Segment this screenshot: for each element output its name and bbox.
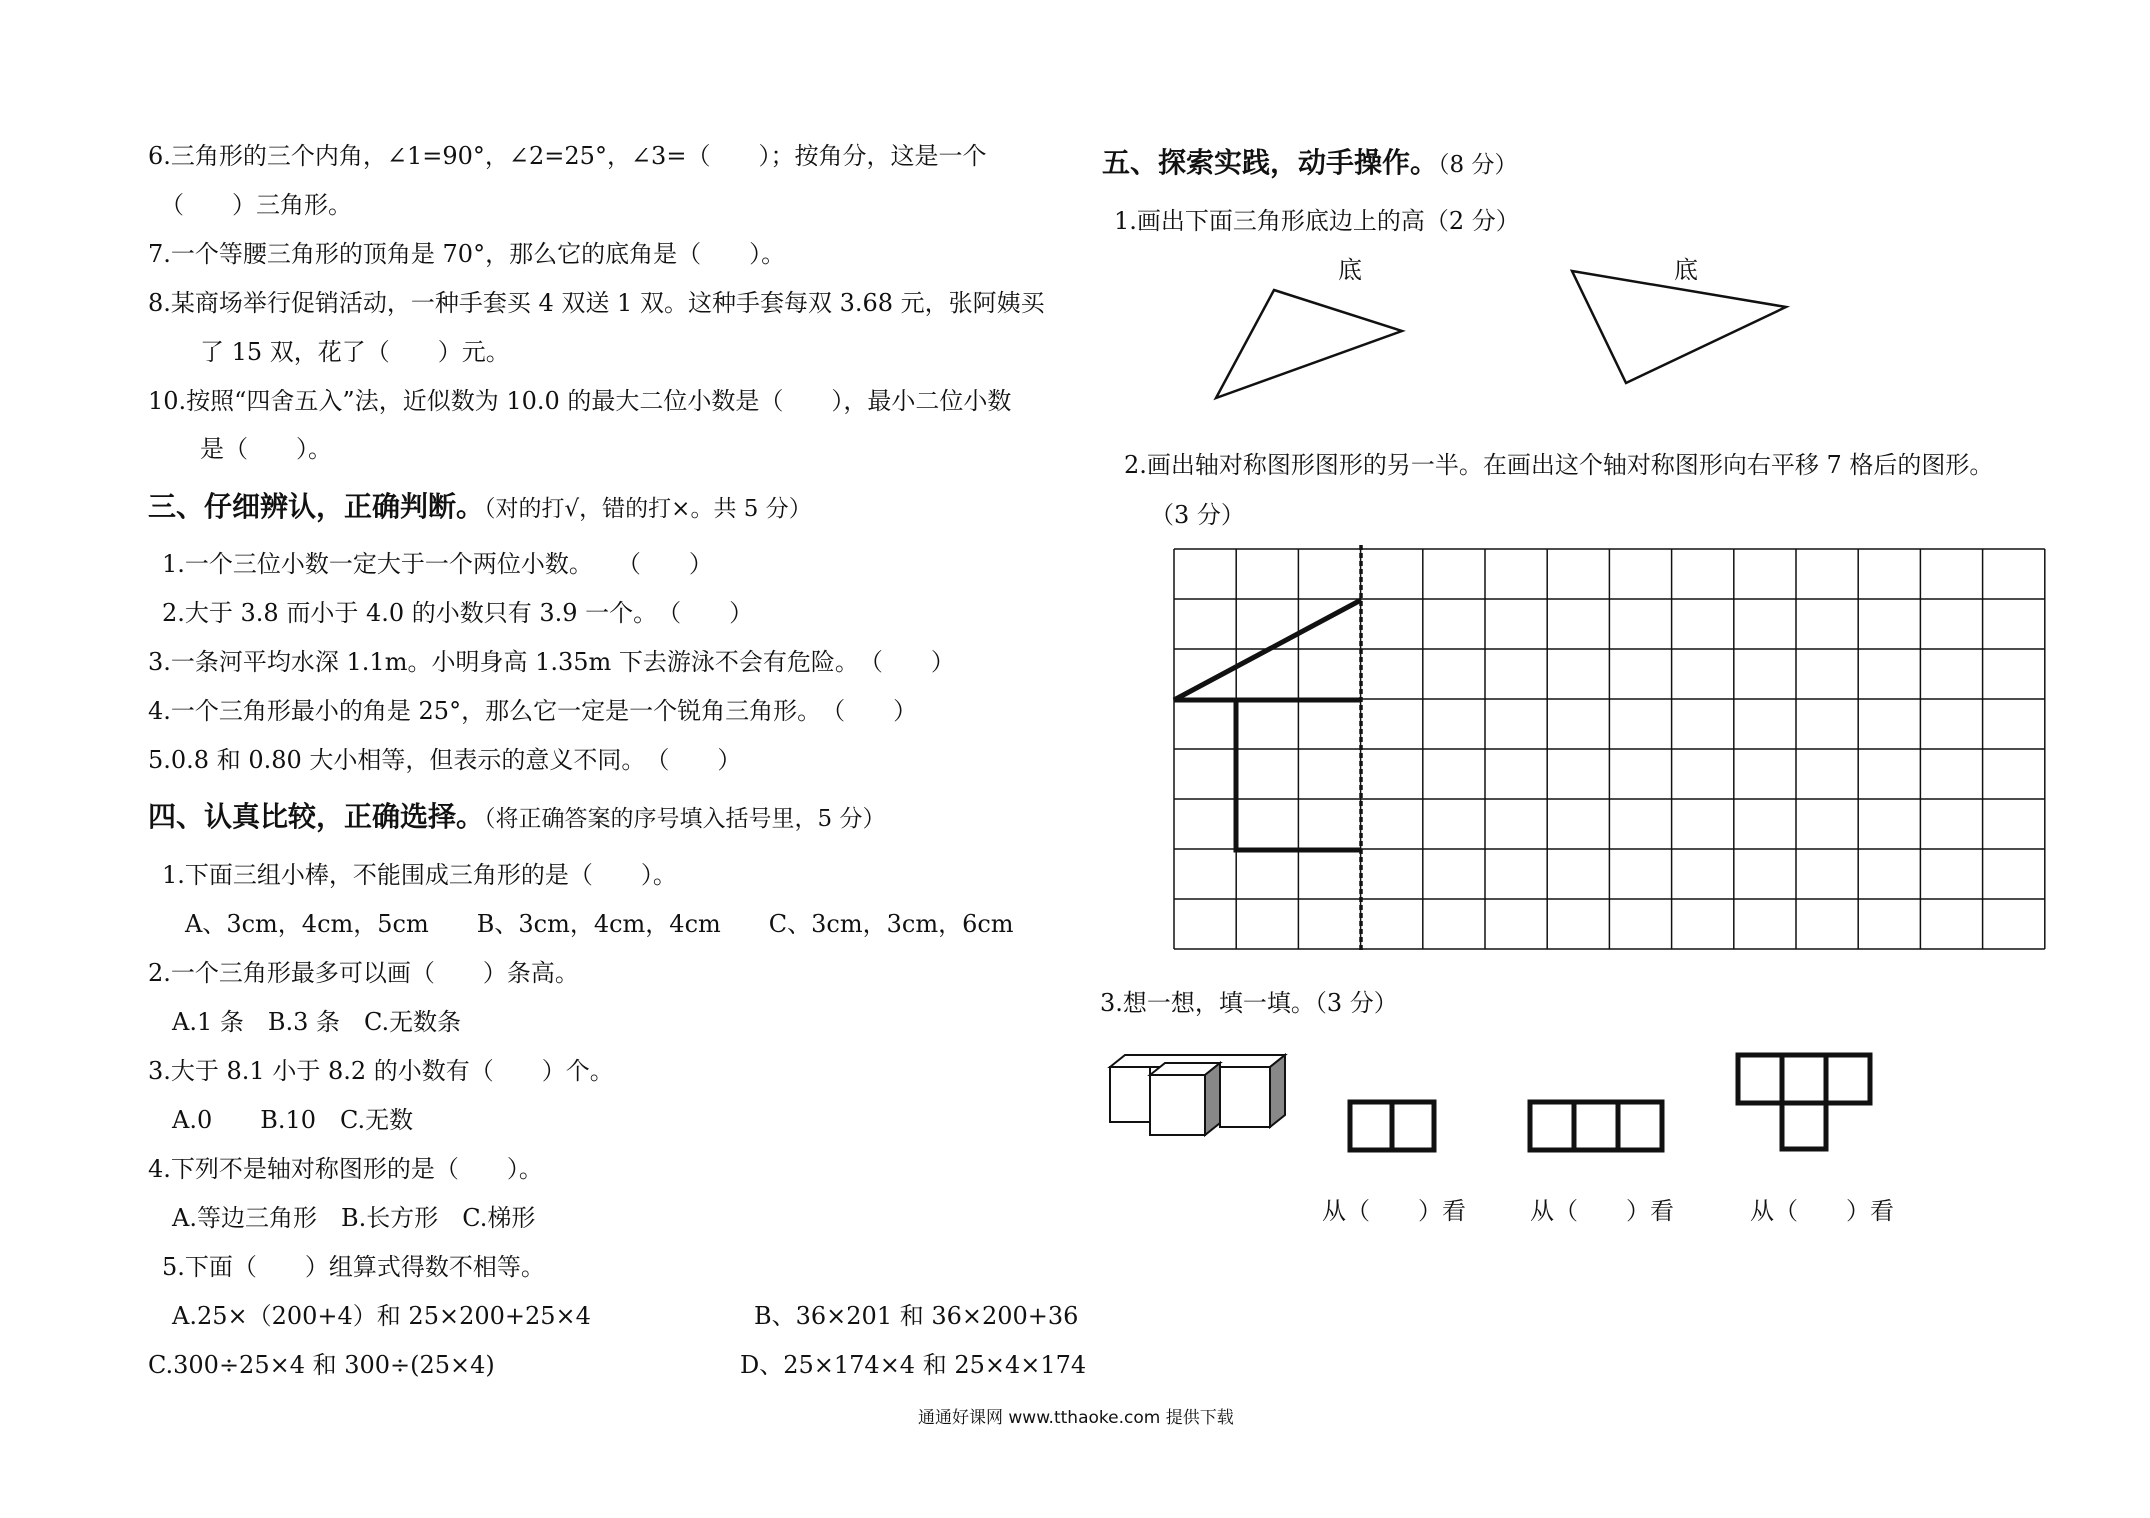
half-figure bbox=[1174, 600, 1361, 700]
choice-q5-option-a: A.25×（200+4）和 25×200+25×4 bbox=[172, 1302, 591, 1330]
q6-line2: （ ）三角形。 bbox=[160, 191, 352, 219]
view-label-2: 从（ ）看 bbox=[1530, 1197, 1674, 1225]
choice-q3: 3.大于 8.1 小于 8.2 的小数有（ ）个。 bbox=[148, 1057, 614, 1085]
base-label-2: 底 bbox=[1674, 256, 1698, 284]
q8-line2: 了 15 双，花了（ ）元。 bbox=[200, 338, 510, 366]
section4-title: 四、认真比较，正确选择。 bbox=[148, 800, 485, 833]
q10-line1: 10.按照“四舍五入”法，近似数为 10.0 的最大二位小数是（ ），最小二位小数 bbox=[148, 387, 1012, 415]
symmetry-question-line1: 2.画出轴对称图形图形的另一半。在画出这个轴对称图形向右平移 7 格后的图形。 bbox=[1124, 451, 1994, 479]
draw-height-question: 1.画出下面三角形底边上的高（2 分） bbox=[1114, 207, 1520, 235]
symmetry-question-line2: （3 分） bbox=[1150, 501, 1245, 529]
view-shape-1 bbox=[1350, 1102, 1434, 1150]
footer-credit: 通通好课网 www.tthaoke.com 提供下载 bbox=[918, 1408, 1234, 1428]
square-grid bbox=[1174, 549, 2045, 949]
q6-line1: 6.三角形的三个内角，∠1=90°，∠2=25°，∠3=（ ）；按角分，这是一个 bbox=[148, 142, 987, 170]
q8-line1: 8.某商场举行促销活动，一种手套买 4 双送 1 双。这种手套每双 3.68 元，张阿姨买 bbox=[148, 289, 1045, 317]
judge-item-2: 2.大于 3.8 而小于 4.0 的小数只有 3.9 一个。 （ ） bbox=[162, 599, 754, 627]
choice-q5-option-d: D、25×174×4 和 25×4×174 bbox=[740, 1351, 1087, 1379]
triangle-2 bbox=[1572, 271, 1786, 383]
view-label-1: 从（ ）看 bbox=[1322, 1197, 1466, 1225]
choice-q4-options: A.等边三角形 B.长方形 C.梯形 bbox=[172, 1204, 536, 1232]
views-question: 3.想一想，填一填。（3 分） bbox=[1100, 989, 1398, 1017]
q7: 7.一个等腰三角形的顶角是 70°，那么它的底角是（ ）。 bbox=[148, 240, 786, 268]
section4-heading bbox=[148, 800, 885, 836]
section5-heading bbox=[1102, 146, 1517, 182]
views-figures bbox=[1110, 1045, 1890, 1165]
choice-q1: 1.下面三组小棒，不能围成三角形的是（ ）。 bbox=[162, 861, 677, 889]
grid-figure bbox=[1170, 545, 2046, 950]
judge-item-5: 5.0.8 和 0.80 大小相等，但表示的意义不同。 （ ） bbox=[148, 746, 742, 774]
section3-title: 三、仔细辨认，正确判断。 bbox=[148, 490, 485, 523]
cube-stack bbox=[1110, 1055, 1285, 1135]
view-label-3: 从（ ）看 bbox=[1750, 1197, 1894, 1225]
choice-q3-options: A.0 B.10 C.无数 bbox=[172, 1106, 414, 1134]
choice-q5: 5.下面（ ）组算式得数不相等。 bbox=[162, 1253, 545, 1281]
section3-heading bbox=[148, 490, 812, 526]
triangle-1 bbox=[1216, 290, 1402, 398]
choice-q2-options: A.1 条 B.3 条 C.无数条 bbox=[172, 1008, 462, 1036]
section4-note: （将正确答案的序号填入括号里，5 分） bbox=[484, 806, 886, 832]
triangle-figures bbox=[1200, 250, 1820, 410]
section5-note: （8 分） bbox=[1438, 152, 1518, 178]
section3-note: （对的打√，错的打×。共 5 分） bbox=[484, 496, 812, 522]
view-shape-2 bbox=[1530, 1102, 1662, 1150]
base-label-1: 底 bbox=[1338, 256, 1362, 284]
judge-item-1: 1.一个三位小数一定大于一个两位小数。 （ ） bbox=[162, 550, 713, 578]
view-shape-3 bbox=[1738, 1055, 1870, 1149]
judge-item-4: 4.一个三角形最小的角是 25°，那么它一定是一个锐角三角形。 （ ） bbox=[148, 697, 918, 725]
q10-line2: 是（ ）。 bbox=[200, 435, 332, 463]
choice-q1-options: A、3cm，4cm，5cm B、3cm，4cm，4cm C、3cm，3cm，6cm bbox=[185, 910, 1014, 938]
choice-q4: 4.下列不是轴对称图形的是（ ）。 bbox=[148, 1155, 543, 1183]
choice-q5-option-c: C.300÷25×4 和 300÷(25×4) bbox=[148, 1351, 495, 1379]
choice-q2: 2.一个三角形最多可以画（ ）条高。 bbox=[148, 959, 579, 987]
judge-item-3: 3.一条河平均水深 1.1m。小明身高 1.35m 下去游泳不会有危险。 （ ） bbox=[148, 648, 955, 676]
choice-q5-option-b: B、36×201 和 36×200+36 bbox=[754, 1302, 1079, 1330]
section5-title: 五、探索实践，动手操作。 bbox=[1102, 146, 1439, 179]
